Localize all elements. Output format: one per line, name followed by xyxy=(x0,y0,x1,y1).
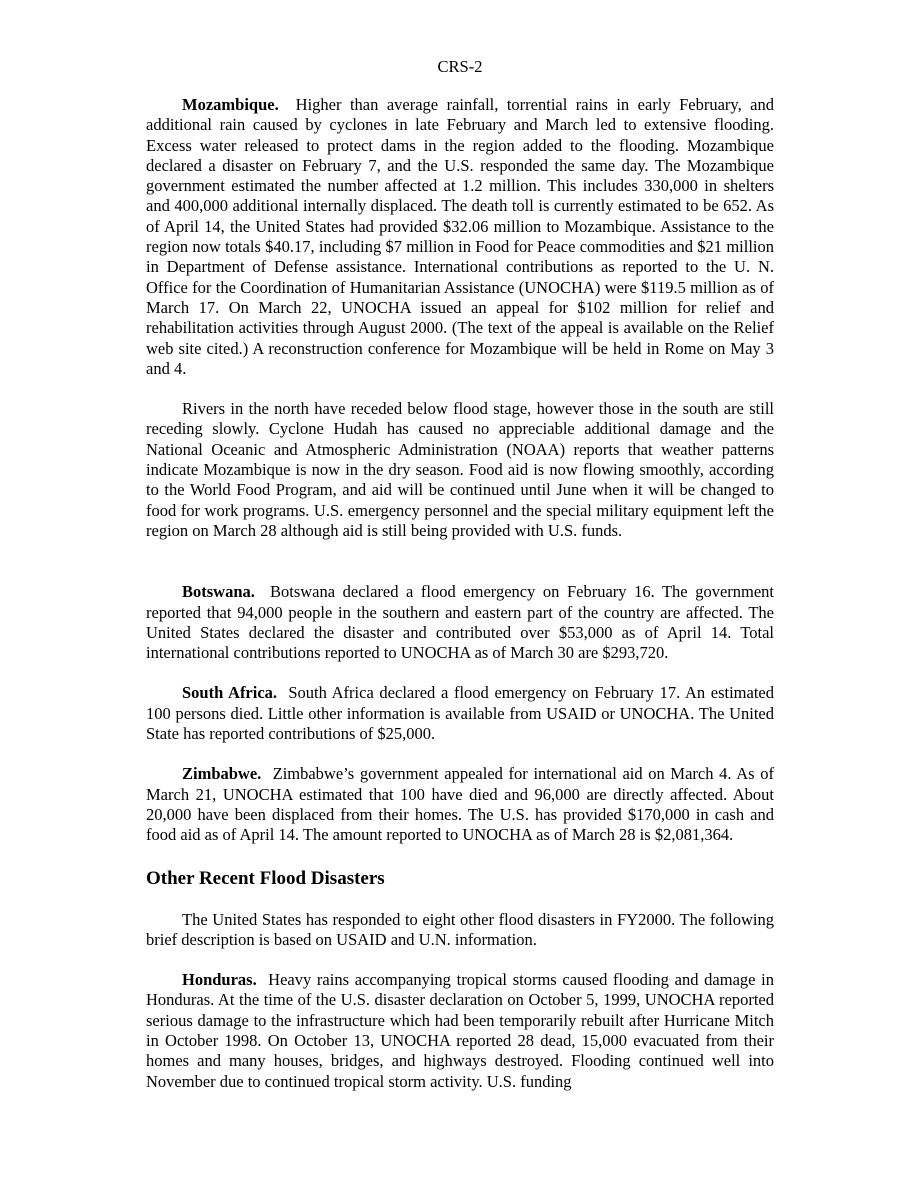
paragraph-intro xyxy=(146,910,774,951)
paragraph-text: Botswana declared a flood emergency on February 16. The government reported that 94,000 people in the southern and eastern part of the country are affected. The United States declared the disaster and contributed over $53,000 as of April 14. Total international contributions reported to UNOCHA as of March 30 are $293,720. xyxy=(146,582,774,663)
paragraph-lead: South Africa. xyxy=(182,683,278,703)
paragraph-zimbabwe xyxy=(146,764,774,845)
paragraph-text: Zimbabwe’s government appealed for international aid on March 4. As of March 21, UNOCHA estimated that 100 have died and 96,000 are directly affected. About 20,000 have been displaced from their homes. The U.S. has provided $170,000 in cash and food aid as of April 14. The amount reported to UNOCHA as of March 28 is $2,081,364. xyxy=(146,764,774,845)
paragraph-south-africa xyxy=(146,683,774,744)
paragraph-botswana xyxy=(146,582,774,663)
paragraph-rivers xyxy=(146,399,774,541)
paragraph-text: Rivers in the north have receded below flood stage, however those in the south are still receding slowly. Cyclone Hudah has caused no appreciable additional damage and the National Oceanic and Atmospheric Administration (NOAA) reports that weather patterns indicate Mozambique is now in the dry season. Food aid is now flowing smoothly, according to the World Food Program, and aid will be continued until June when it will be changed to food for work programs. U.S. emergency personnel and the special military equipment left the region on March 28 although aid is still being provided with U.S. funds. xyxy=(146,399,774,540)
page-header: CRS-2 xyxy=(437,57,483,76)
paragraph-lead: Botswana. xyxy=(182,582,255,602)
paragraph-text: Higher than average rainfall, torrential rains in early February, and additional rain caused by cyclones in late February and March led to extensive flooding. Excess water released to protect dams in the region added to the flooding. Mozambique declared a disaster on February 7, and the U.S. responded the same day. The Mozambique government estimated the number affected at 1.2 million. This includes 330,000 in shelters and 400,000 additional internally displaced. The death toll is currently estimated to be 652. As of April 14, the United States had provided $32.06 million to Mozambique. Assistance to the region now totals $40.17, including $7 million in Food for Peace commodities and $21 million in Department of Defense assistance. International contributions as reported to the U. N. Office for the Coordination of Humanitarian Assistance (UNOCHA) were $119.5 million as of March 17. On March 22, UNOCHA issued an appeal for $102 million for relief and rehabilitation activities through August 2000. (The text of the appeal is available on the Relief web site cited.) A reconstruction conference for Mozambique will be held in Rome on May 3 and 4. xyxy=(146,95,775,378)
body-text xyxy=(146,95,774,1092)
section-heading: Other Recent Flood Disasters xyxy=(146,867,385,889)
paragraph-lead: Zimbabwe. xyxy=(182,764,262,784)
paragraph-lead: Mozambique. xyxy=(182,95,279,114)
paragraph-mozambique xyxy=(146,95,774,379)
paragraph-text: The United States has responded to eight other flood disasters in FY2000. The following brief description is based on USAID and U.N. information. xyxy=(146,909,774,949)
paragraph-text: South Africa declared a flood emergency on February 17. An estimated 100 persons died. Little other information is available from USAID or UNOCHA. The United State has reported contributions of $25,000. xyxy=(146,683,774,744)
paragraph-lead: Honduras. xyxy=(182,970,257,990)
paragraph-honduras xyxy=(146,970,774,1092)
paragraph-text: Heavy rains accompanying tropical storms caused flooding and damage in Honduras. At the time of the U.S. disaster declaration on October 5, 1999, UNOCHA reported serious damage to the infrastructure which had been temporarily rebuilt after Hurricane Mitch in October 1998. On October 13, UNOCHA reported 28 dead, 15,000 evacuated from their homes and many houses, bridges, and highways destroyed. Flooding continued well into November due to continued tropical storm activity. U.S. funding xyxy=(146,970,775,1091)
